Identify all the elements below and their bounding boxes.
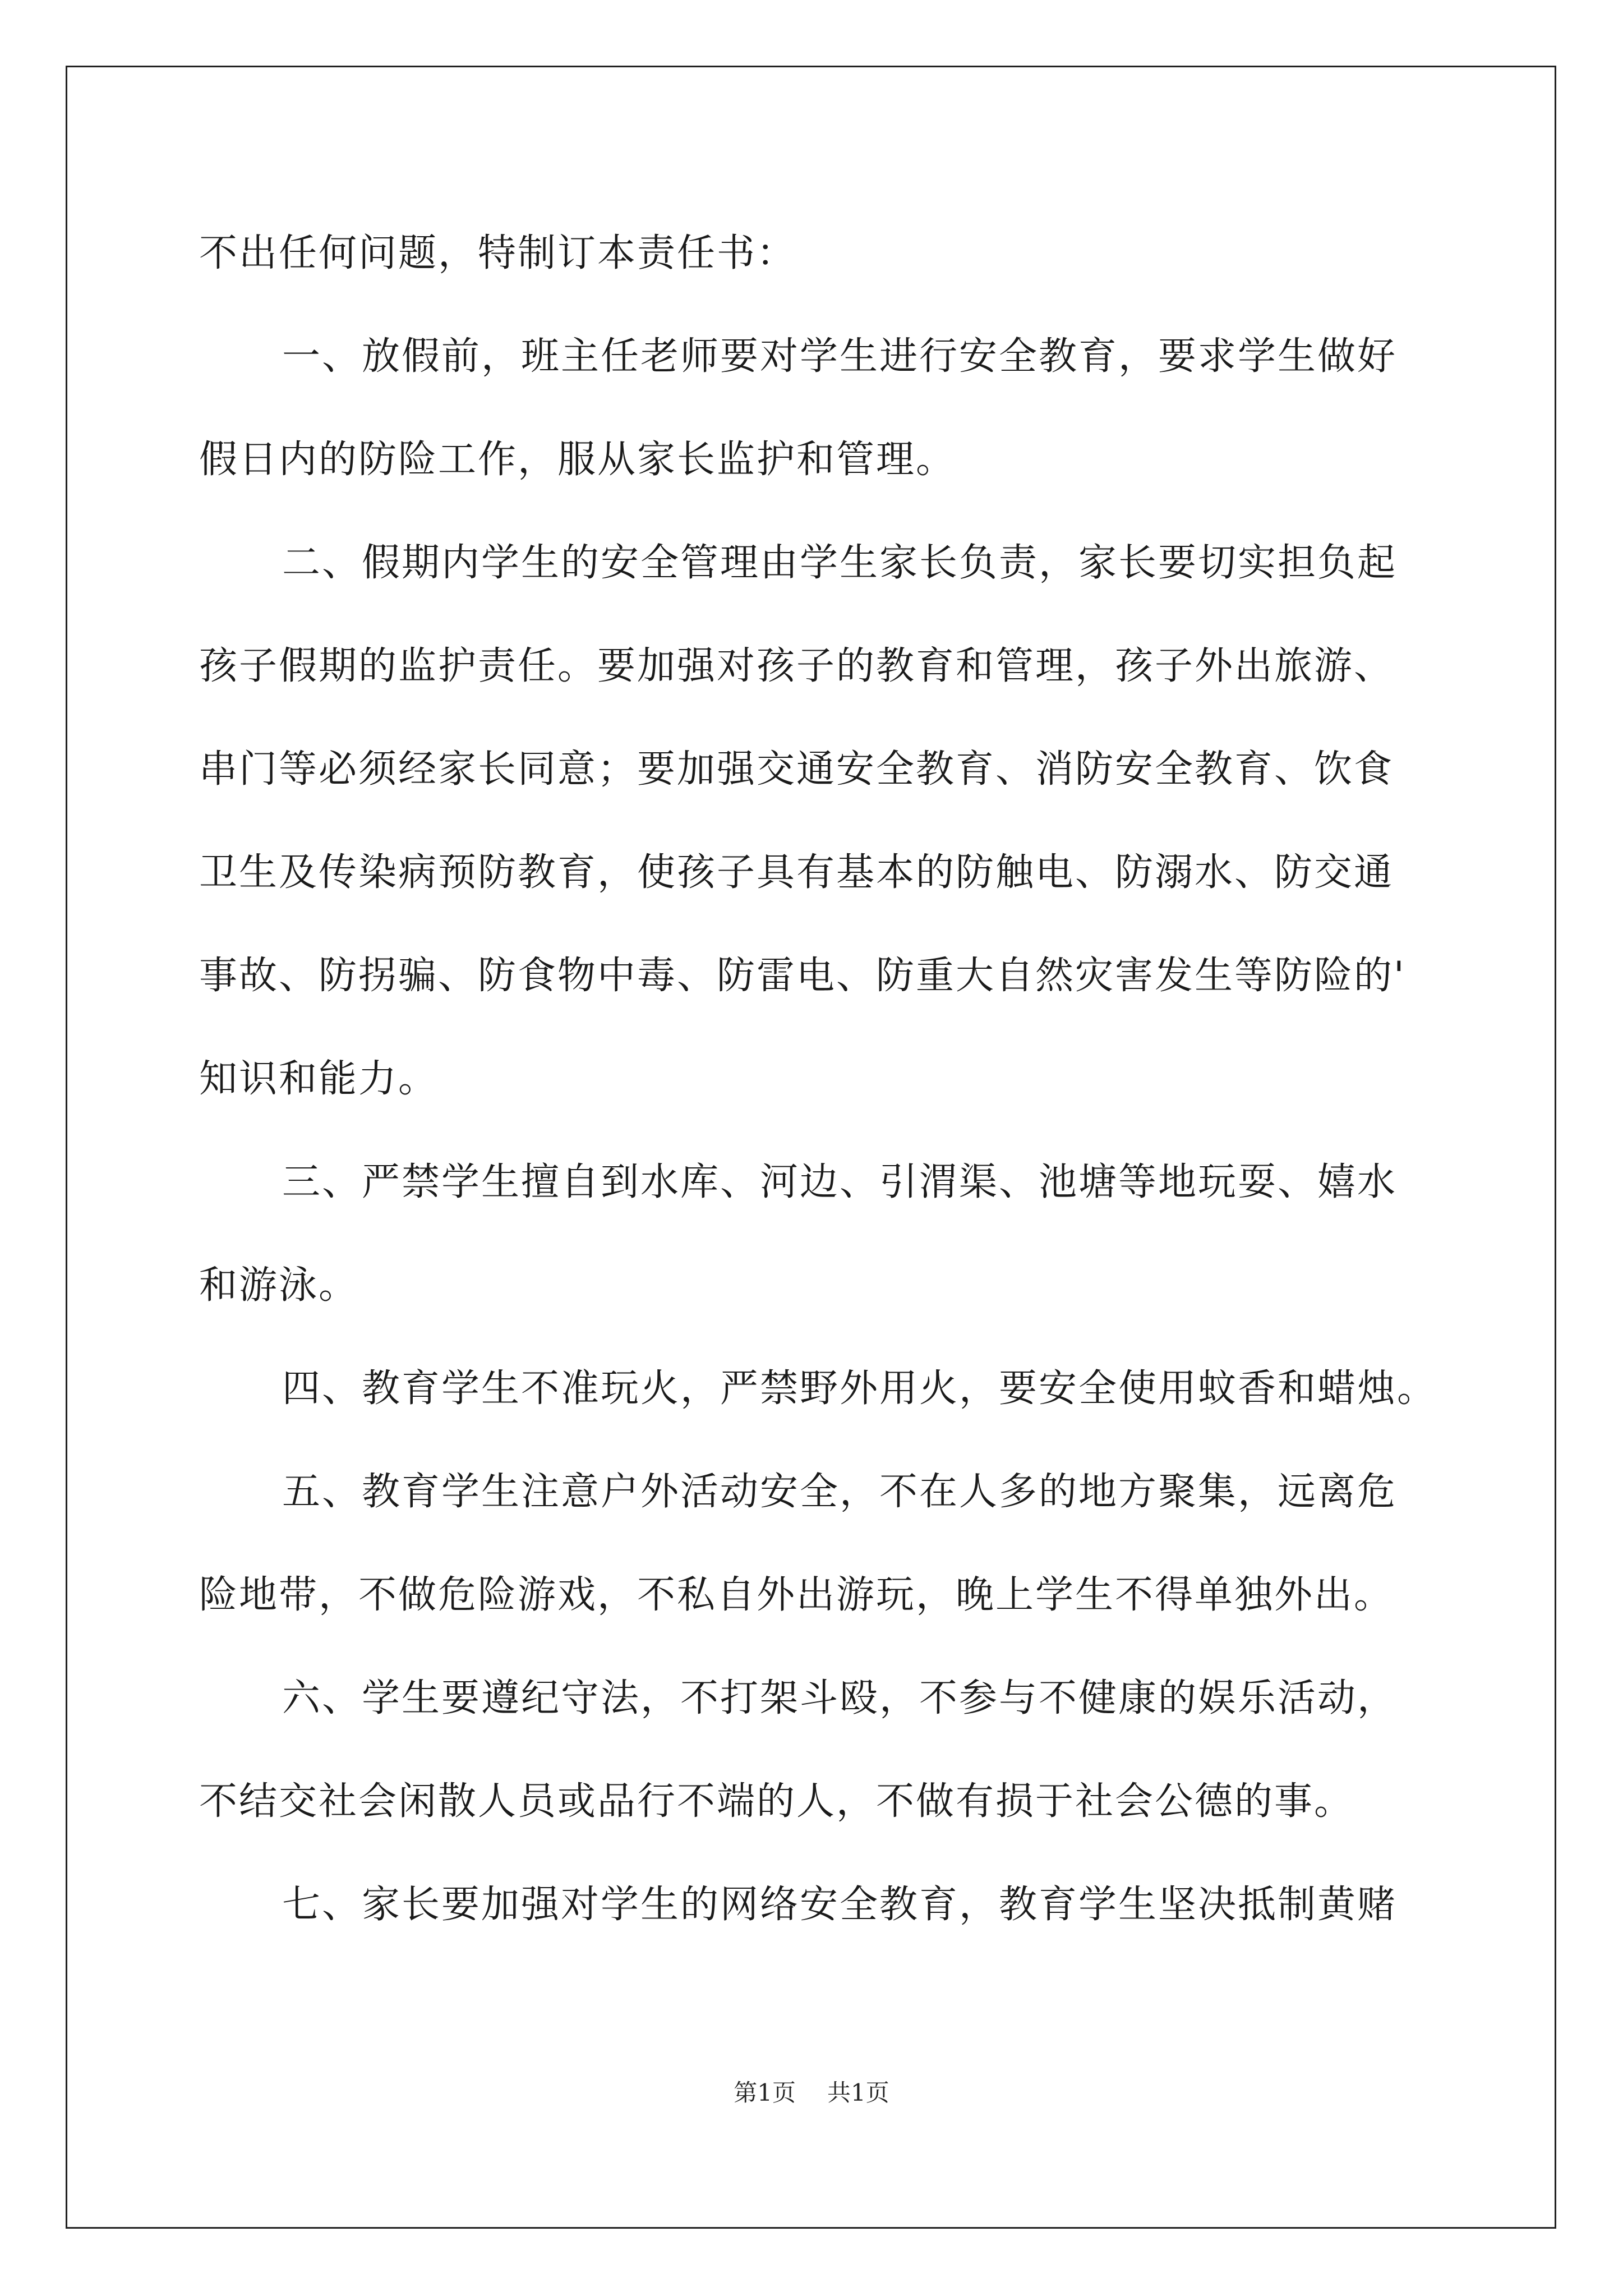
text-line: 事故、防拐骗、防食物中毒、防雷电、防重大自然灾害发生等防险的' bbox=[199, 954, 1406, 998]
text-line: 串门等必须经家长同意；要加强交通安全教育、消防安全教育、饮食 bbox=[199, 747, 1394, 792]
text-line: 三、严禁学生擅自到水库、河边、引渭渠、池塘等地玩耍、嬉水 bbox=[282, 1160, 1398, 1204]
text-line: 知识和能力。 bbox=[199, 1057, 439, 1101]
text-line: 和游泳。 bbox=[199, 1263, 359, 1308]
text-line: 二、假期内学生的安全管理由学生家长负责，家长要切实担负起 bbox=[282, 541, 1398, 585]
page-footer bbox=[0, 2074, 1623, 2108]
page-number-total: 共1页 bbox=[827, 2079, 889, 2106]
text-line: 一、放假前，班主任老师要对学生进行安全教育，要求学生做好 bbox=[282, 334, 1398, 379]
text-line: 不结交社会闲散人员或品行不端的人，不做有损于社会公德的事。 bbox=[199, 1779, 1354, 1824]
text-line: 孩子假期的监护责任。要加强对孩子的教育和管理，孩子外出旅游、 bbox=[199, 644, 1394, 688]
text-line: 险地带，不做危险游戏，不私自外出游玩，晚上学生不得单独外出。 bbox=[199, 1573, 1394, 1617]
document-body bbox=[199, 202, 1467, 1957]
page-number-current: 第1页 bbox=[734, 2079, 796, 2106]
text-line: 六、学生要遵纪守法，不打架斗殴，不参与不健康的娱乐活动， bbox=[282, 1676, 1398, 1720]
text-line: 假日内的防险工作，服从家长监护和管理。 bbox=[199, 438, 956, 482]
text-line: 卫生及传染病预防教育，使孩子具有基本的防触电、防溺水、防交通 bbox=[199, 850, 1394, 895]
text-line: 七、家长要加强对学生的网络安全教育，教育学生坚决抵制黄赌 bbox=[282, 1883, 1398, 1927]
text-line: 不出任何问题，特制订本责任书： bbox=[199, 231, 797, 275]
text-line: 四、教育学生不准玩火，严禁野外用火，要安全使用蚊香和蜡烛。 bbox=[282, 1366, 1437, 1411]
text-line: 五、教育学生注意户外活动安全，不在人多的地方聚集，远离危 bbox=[282, 1470, 1398, 1514]
